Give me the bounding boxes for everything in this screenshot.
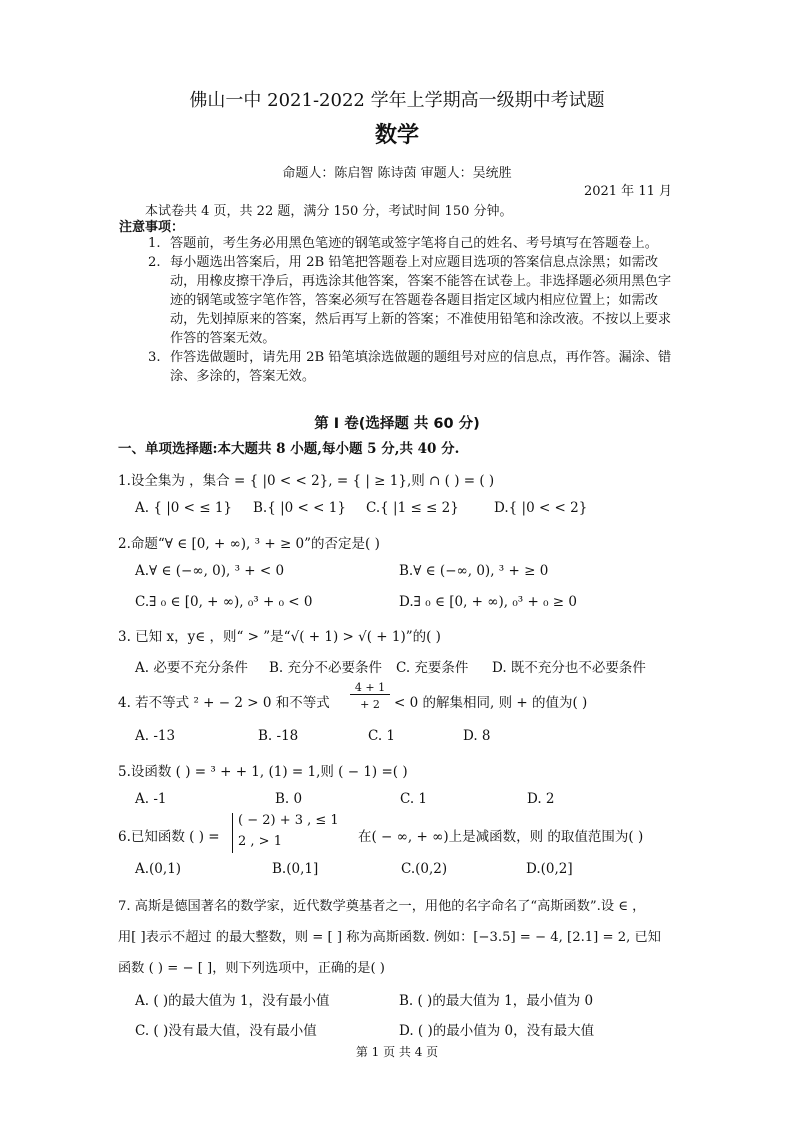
q4-option-d: D. 8	[463, 728, 491, 744]
q5-option-b: B. 0	[275, 791, 303, 807]
q4-fraction-numerator: 4 + 1	[350, 681, 390, 695]
part-heading: 一、单项选择题:本大题共 8 小题,每小题 5 分,共 40 分.	[118, 441, 460, 457]
q2-option-b: B.∀ ∈ (−∞, 0), ³ + ≥ 0	[399, 563, 549, 579]
question-6-stem-a: 6.已知函数 ( ) =	[118, 829, 220, 845]
question-7-line-2: 用[ ]表示不超过 的最大整数，则 = [ ] 称为高斯函数. 例如：[−3.5] = − 4, [2.1] = 2, 已知	[118, 930, 661, 945]
question-1-stem: 1.设全集为 ，集合 = { |0 < < 2}, = { | ≥ 1},则 ∩ ( ) = ( )	[118, 473, 495, 489]
notes-list	[148, 234, 678, 386]
exam-title: 佛山一中 2021-2022 学年上学期高一级期中考试题	[189, 90, 605, 111]
exam-intro: 本试卷共 4 页，共 22 题，满分 150 分，考试时间 150 分钟。	[145, 204, 513, 219]
authors-line: 命题人：陈启智 陈诗茵 审题人：吴统胜	[282, 166, 512, 181]
q5-option-a: A. -1	[135, 791, 167, 807]
q1-option-c: C.{ |1 ≤ ≤ 2}	[366, 500, 459, 516]
question-4-stem-a: 4. 若不等式 ² + − 2 > 0 和不等式	[118, 695, 330, 711]
q6-case-1: ( − 2) + 3 , ≤ 1	[238, 813, 339, 828]
q2-option-d: D.∃ ₀ ∈ [0, + ∞), ₀³ + ₀ ≥ 0	[399, 594, 577, 610]
question-4-stem-b: < 0 的解集相同, 则 + 的值为( )	[394, 695, 588, 711]
subject-title: 数学	[374, 122, 419, 148]
question-3-stem: 3. 已知 x，y∈ ，则“ > ”是“√( + 1) > √( + 1)”的( )	[118, 629, 441, 645]
q1-option-a: A. { |0 < ≤ 1}	[135, 500, 233, 516]
question-7-line-3: 函数 ( ) = − [ ]，则下列选项中，正确的是( )	[118, 961, 385, 976]
notes-heading: 注意事项：	[119, 220, 185, 235]
note-item	[148, 253, 678, 348]
q1-option-d: D.{ |0 < < 2}	[494, 500, 588, 516]
q5-option-c: C. 1	[400, 791, 428, 807]
exam-date: 2021 年 11 月	[583, 184, 672, 199]
question-5-stem: 5.设函数 ( ) = ³ + + 1, (1) = 1,则 ( − 1) =( )	[118, 764, 408, 780]
q2-option-c: C.∃ ₀ ∈ [0, + ∞), ₀³ + ₀ < 0	[135, 594, 313, 610]
q7-option-a: A. ( )的最大值为 1，没有最小值	[135, 993, 330, 1009]
note-text: 作答选做题时，请先用 2B 铅笔填涂选做题的题组号对应的信息点，再作答。漏涂、错涂、多涂的，答案无效。	[170, 350, 672, 384]
q4-option-b: B. -18	[258, 728, 299, 744]
page-footer: 第 1 页 共 4 页	[355, 1045, 439, 1059]
q1-option-b: B.{ |0 < < 1}	[253, 500, 346, 516]
q4-option-c: C. 1	[368, 728, 396, 744]
q4-fraction-denominator: + 2	[360, 698, 380, 711]
question-7-line-1: 7. 高斯是德国著名的数学家，近代数学奠基者之一，用他的名字命名了“高斯函数”.设 ∈ ，	[118, 899, 646, 914]
q7-option-b: B. ( )的最大值为 1，最小值为 0	[399, 993, 594, 1009]
q6-option-b: B.(0,1]	[272, 861, 319, 877]
note-text: 每小题选出答案后，用 2B 铅笔把答题卷上对应题目选项的答案信息点涂黑；如需改动，用橡皮擦干净后，再选涂其他答案，答案不能答在试卷上。非选择题必须用黑色字迹的钢笔或签字笔作答，答案必须写在答题卷各题目指定区域内相应位置上；如需改动，先划掉原来的答案，然后再写上新的答案；不准使用铅笔和涂改液。不按以上要求作答的答案无效。	[170, 255, 672, 346]
note-item	[148, 234, 678, 253]
note-number: 3.	[148, 350, 161, 365]
q6-option-a: A.(0,1)	[135, 861, 182, 877]
q7-option-c: C. ( )没有最大值，没有最小值	[135, 1023, 317, 1039]
note-item	[148, 348, 678, 386]
q4-option-a: A. -13	[135, 728, 176, 744]
q3-option-d: D. 既不充分也不必要条件	[492, 660, 646, 676]
note-number: 2.	[148, 255, 161, 270]
note-text: 答题前，考生务必用黑色笔迹的钢笔或签字笔将自己的姓名、考号填写在答题卷上。	[170, 236, 658, 251]
q5-option-d: D. 2	[527, 791, 555, 807]
q6-option-c: C.(0,2)	[401, 861, 448, 877]
question-6-stem-b: 在( − ∞, + ∞)上是减函数，则 的取值范围为( )	[358, 829, 644, 845]
q3-option-b: B. 充分不必要条件	[269, 660, 383, 676]
q2-option-a: A.∀ ∈ (−∞, 0), ³ + < 0	[135, 563, 285, 579]
q6-case-2: 2 , > 1	[238, 834, 282, 849]
q3-option-a: A. 必要不充分条件	[135, 660, 248, 676]
question-2-stem: 2.命题“∀ ∈ [0, + ∞), ³ + ≥ 0”的否定是( )	[118, 536, 380, 552]
note-number: 1.	[148, 236, 161, 251]
q3-option-c: C. 充要条件	[396, 660, 469, 676]
q7-option-d: D. ( )的最小值为 0，没有最大值	[399, 1023, 595, 1039]
q6-option-d: D.(0,2]	[526, 861, 573, 877]
section-title: 第 Ⅰ 卷(选择题 共 60 分)	[314, 416, 480, 432]
